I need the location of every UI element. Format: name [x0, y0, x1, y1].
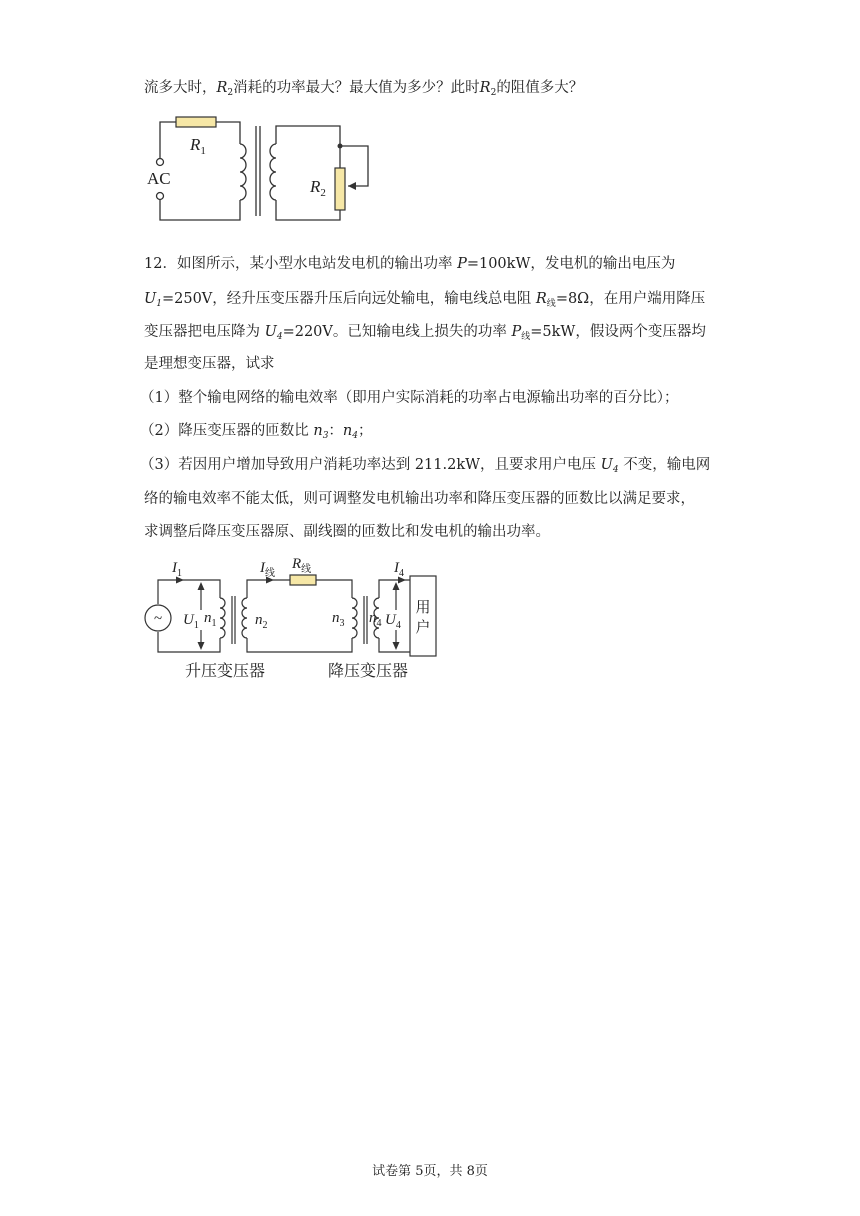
label-U1: $U_1$ [183, 612, 199, 631]
q11-circuit-figure [140, 112, 380, 232]
q12-part-1: （1）整个输电网络的输电效率（即用户实际消耗的功率占电源输出功率的百分比）； [140, 390, 679, 406]
q12-part-3-line-1: （3）若因用户增加导致用户消耗功率达到 211.2kW，且要求用户电压 $U_4$ 不变，输电网 [140, 457, 711, 475]
r1-label: $R_1$ [190, 135, 206, 157]
user-label-top: 用 [415, 600, 431, 616]
step-up-transformer-label: 升压变压器 [185, 663, 266, 680]
q12-transmission-figure [140, 552, 450, 684]
r2-symbol: R [216, 80, 228, 96]
q12-line-2: $U_1=250V$，经升压变压器升压后向远处输电，输电线总电阻 $R_线=8\Omega$，在用户端用降压 [144, 291, 706, 309]
label-n1: $n_1$ [204, 610, 217, 629]
question-number: 12． [144, 256, 177, 272]
label-U4: $U_4$ [385, 612, 401, 631]
q12-part-3-line-2: 络的输电效率不能太低，则可调整发电机输出功率和降压变压器的匝数比以满足要求， [144, 491, 695, 507]
r1-resistor [176, 117, 216, 127]
q12-line-3: 变压器把电压降为 $U_4=220V$。已知输电线上损失的功率 $P_线=5kW$，假设两个变压器均 [144, 324, 706, 342]
label-I1: $I_1$ [172, 560, 182, 579]
ac-label: AC [147, 169, 171, 188]
user-label-bottom: 户 [415, 620, 431, 636]
line-resistor [290, 575, 316, 585]
label-I4: $I_4$ [394, 560, 404, 579]
label-n4: $n_4$ [369, 610, 382, 629]
step-down-transformer-label: 降压变压器 [328, 663, 409, 680]
r2-rheostat [335, 168, 345, 210]
ac-source-icon: ~ [153, 611, 163, 627]
q12-line-1: 12．如图所示，某小型水电站发电机的输出功率 P=100kW，发电机的输出电压为 [144, 256, 676, 272]
q11-text-line: 流多大时，$R_2$消耗的功率最大？最大值为多少？此时$R_2$的阻值多大？ [144, 80, 584, 98]
page-footer: 试卷第 5页，共 8页 [372, 1164, 488, 1179]
label-R-line: $R_线$ [292, 556, 312, 575]
q12-part-2: （2）降压变压器的匝数比 $n_3$：$n_4$； [140, 423, 373, 441]
r2-label: $R_2$ [310, 177, 326, 199]
label-n2: $n_2$ [255, 612, 268, 631]
q12-line-4: 是理想变压器，试求 [144, 356, 275, 372]
label-I-line: $I_线$ [260, 560, 275, 579]
label-n3: $n_3$ [332, 610, 345, 629]
q12-part-3-line-3: 求调整后降压变压器原、副线圈的匝数比和发电机的输出功率。 [144, 524, 550, 540]
